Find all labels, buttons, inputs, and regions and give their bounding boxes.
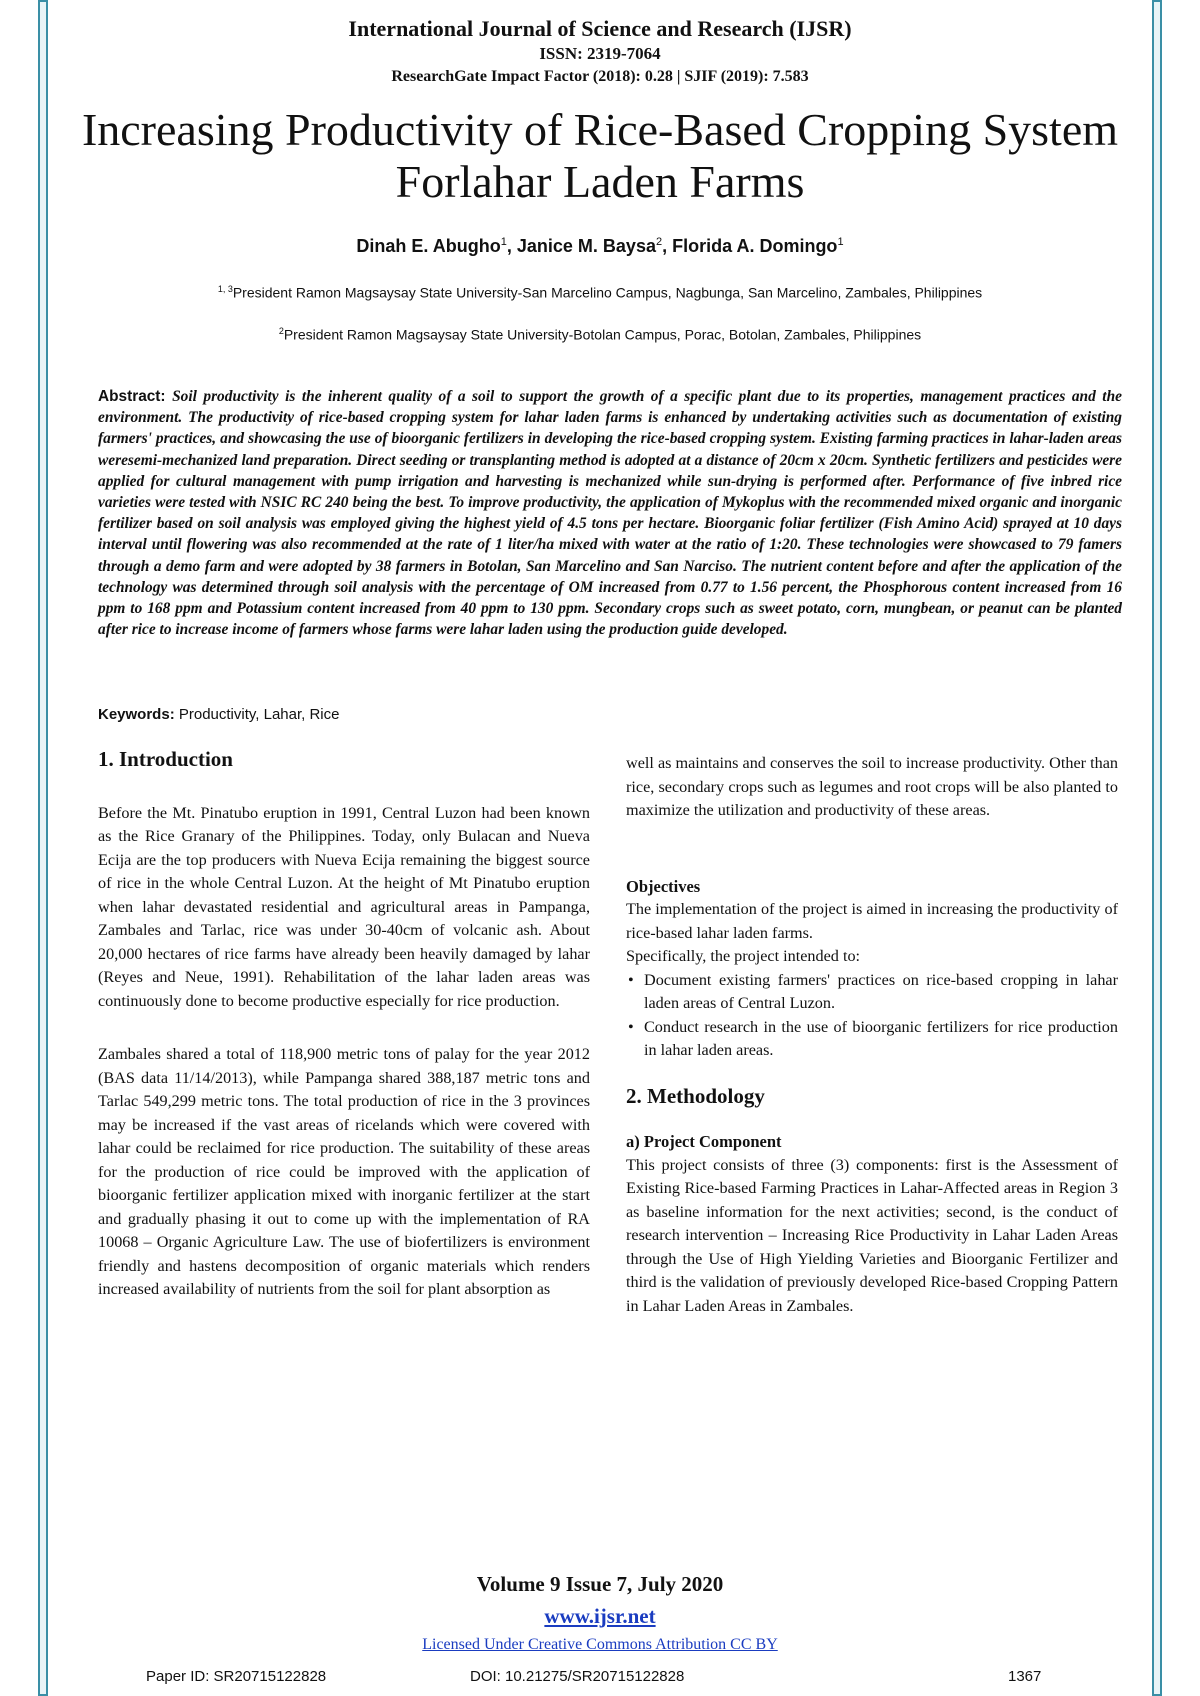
affiliation — [0, 284, 1200, 301]
impact-factor: ResearchGate Impact Factor (2018): 0.28 | SJIF (2019): 7.583 — [391, 68, 809, 85]
paragraph: Zambales shared a total of 118,900 metric tons of palay for the year 2012 (BAS data 11/14/2013), while Pampanga shared 388,187 metric tons and Tarlac 549,299 metric tons. The total production of rice in the 3 provinces may be increased if the vast areas of ricelands which were covered with lahar could be reclaimed for rice production. The suitability of these areas for the production of rice could be improved with the application of bioorganic fertilizer application mixed with inorganic fertilizer at the start and gradually phasing it out to come up with the implementation of RA 10068 – Organic Agriculture Law. The use of biofertilizers is environment friendly and hastens decomposition of organic materials which renders increased availability of nutrients from the soil for plant absorption as — [98, 1045, 590, 1298]
list-item: • Document existing farmers' practices on rice-based cropping in lahar laden areas of Central Luzon. — [644, 969, 1118, 1016]
author-name: Janice M. Baysa — [516, 236, 656, 256]
affiliation-mark: 2 — [278, 326, 284, 336]
right-column — [626, 752, 1118, 1318]
footer-license-link[interactable]: Licensed Under Creative Commons Attribution CC BY — [422, 1636, 778, 1653]
abstract — [98, 386, 1122, 640]
author-affil-mark: 1 — [500, 236, 507, 248]
keywords — [98, 706, 340, 723]
paragraph: Before the Mt. Pinatubo eruption in 1991, Central Luzon had been known as the Rice Granary of the Philippines. Today, only Bulacan and Nueva Ecija are the top producers with Nueva Ecija remaining the biggest source of rice in the whole Central Luzon. At the height of Mt Pinatubo eruption when lahar devastated residential and agricultural areas in Pampanga, Zambales and Tarlac, rice was under 30-40cm of volcanic ash. About 20,000 hectares of rice farms have already been heavily damaged by lahar (Reyes and Neue, 1991). Rehabilitation of the lahar laden areas was continuously done to become productive especially for rice production. — [98, 803, 590, 1010]
paragraph: well as maintains and conserves the soil to increase productivity. Other than rice, secondary crops such as legumes and root crops will be also planted to maximize the utilization and productivity of these areas. — [626, 754, 1118, 819]
paper-title: Increasing Productivity of Rice-Based Cropping System Forlahar Laden Farms — [81, 104, 1119, 207]
issn: ISSN: 2319-7064 — [539, 44, 661, 63]
keywords-text: Productivity, Lahar, Rice — [178, 706, 340, 723]
footer-volume: Volume 9 Issue 7, July 2020 — [476, 1572, 724, 1596]
abstract-label: Abstract: — [98, 388, 166, 405]
author-affil-mark: 1 — [837, 236, 844, 248]
journal-name: International Journal of Science and Research (IJSR) — [348, 16, 852, 41]
author-name: Dinah E. Abugho — [356, 236, 501, 256]
affiliation-text: President Ramon Magsaysay State University-San Marcelino Campus, Nagbunga, San Marcelino, Zambales, Philippines — [232, 284, 983, 301]
paragraph: Specifically, the project intended to: — [626, 947, 861, 965]
section-heading-introduction: 1. Introduction — [98, 747, 233, 771]
keywords-label: Keywords: — [98, 706, 175, 723]
author-affil-mark: 2 — [655, 236, 663, 248]
footer-page-number: 1367 — [1008, 1668, 1042, 1685]
footer-site-link[interactable]: www.ijsr.net — [544, 1604, 656, 1628]
left-column — [98, 748, 590, 1302]
author-list: Dinah E. Abugho$^1$, Janice M. Baysa$^2$, Florida A. Domingo$^1$ — [356, 236, 844, 256]
objectives-list — [626, 969, 1118, 1063]
author-name: Florida A. Domingo — [672, 236, 838, 256]
subsection-heading-project-component: a) Project Component — [626, 1132, 782, 1151]
affiliation-text: President Ramon Magsaysay State University-Botolan Campus, Porac, Botolan, Zambales, Philippines — [283, 326, 922, 343]
section-heading-methodology: 2. Methodology — [626, 1083, 765, 1108]
paragraph: This project consists of three (3) components: first is the Assessment of Existing Rice-based Farming Practices in Lahar-Affected areas in Region 3 as baseline information for the next activities; second, is the conduct of research intervention – Increasing Rice Productivity in Lahar Laden Areas through the Use of High Yielding Varieties and Bioorganic Fertilizer and third is the validation of previously developed Rice-based Cropping Pattern in Lahar Laden Areas in Zambales. — [626, 1155, 1118, 1315]
footer-paper-id: Paper ID: SR20715122828 — [146, 1668, 327, 1685]
abstract-text: Soil productivity is the inherent quality of a soil to support the growth of a specific plant due to its properties, management practices and the environment. The productivity of rice-based cropping system for lahar laden farms is enhanced by undertaking activities such as documentation of existing farmers' practices, and showcasing the use of bioorganic fertilizers in developing the rice-based cropping system. Existing farming practices in lahar-laden areas weresemi-mechanized land preparation. Direct seeding or transplanting method is adopted at a distance of 20cm x 20cm. Synthetic fertilizers and pesticides were applied for cultural management with pump irrigation and harvesting is mechanized while sun-drying is performed after. Performance of five inbred rice varieties were tested with NSIC RC 240 being the best. To improve productivity, the application of Mykoplus with the recommended mixed organic and inorganic fertilizer based on soil analysis was employed giving the highest yield of 4.5 tons per hectare. Bioorganic foliar fertilizer (Fish Amino Acid) sprayed at 10 days interval until flowering was also recommended at the rate of 1 liter/ha mixed with water at the ratio of 1:20. These technologies were showcased to 79 famers through a demo farm and were adopted by 38 farmers in Botolan, San Marcelino and San Narciso. The nutrient content before and after the application of the technology was determined through soil analysis with the percentage of OM increased from 0.77 to 1.56 percent, the Phosphorous content increased from 16 ppm to 168 ppm and Potassium content increased from 40 ppm to 130 ppm. Secondary crops such as sweet potato, corn, mungbean, or peanut can be planted after rice to increase income of farmers whose farms were lahar laden using the production guide developed. — [98, 388, 1122, 639]
paragraph: The implementation of the project is aimed in increasing the productivity of rice-based lahar laden farms. — [626, 900, 1118, 942]
list-item: • Conduct research in the use of bioorganic fertilizers for rice production in lahar laden areas. — [644, 1016, 1118, 1063]
affiliation-mark: 1, 3 — [217, 284, 233, 294]
subsection-heading-objectives: Objectives — [626, 876, 701, 896]
affiliation — [0, 326, 1200, 343]
footer-doi: DOI: 10.21275/SR20715122828 — [470, 1668, 685, 1685]
